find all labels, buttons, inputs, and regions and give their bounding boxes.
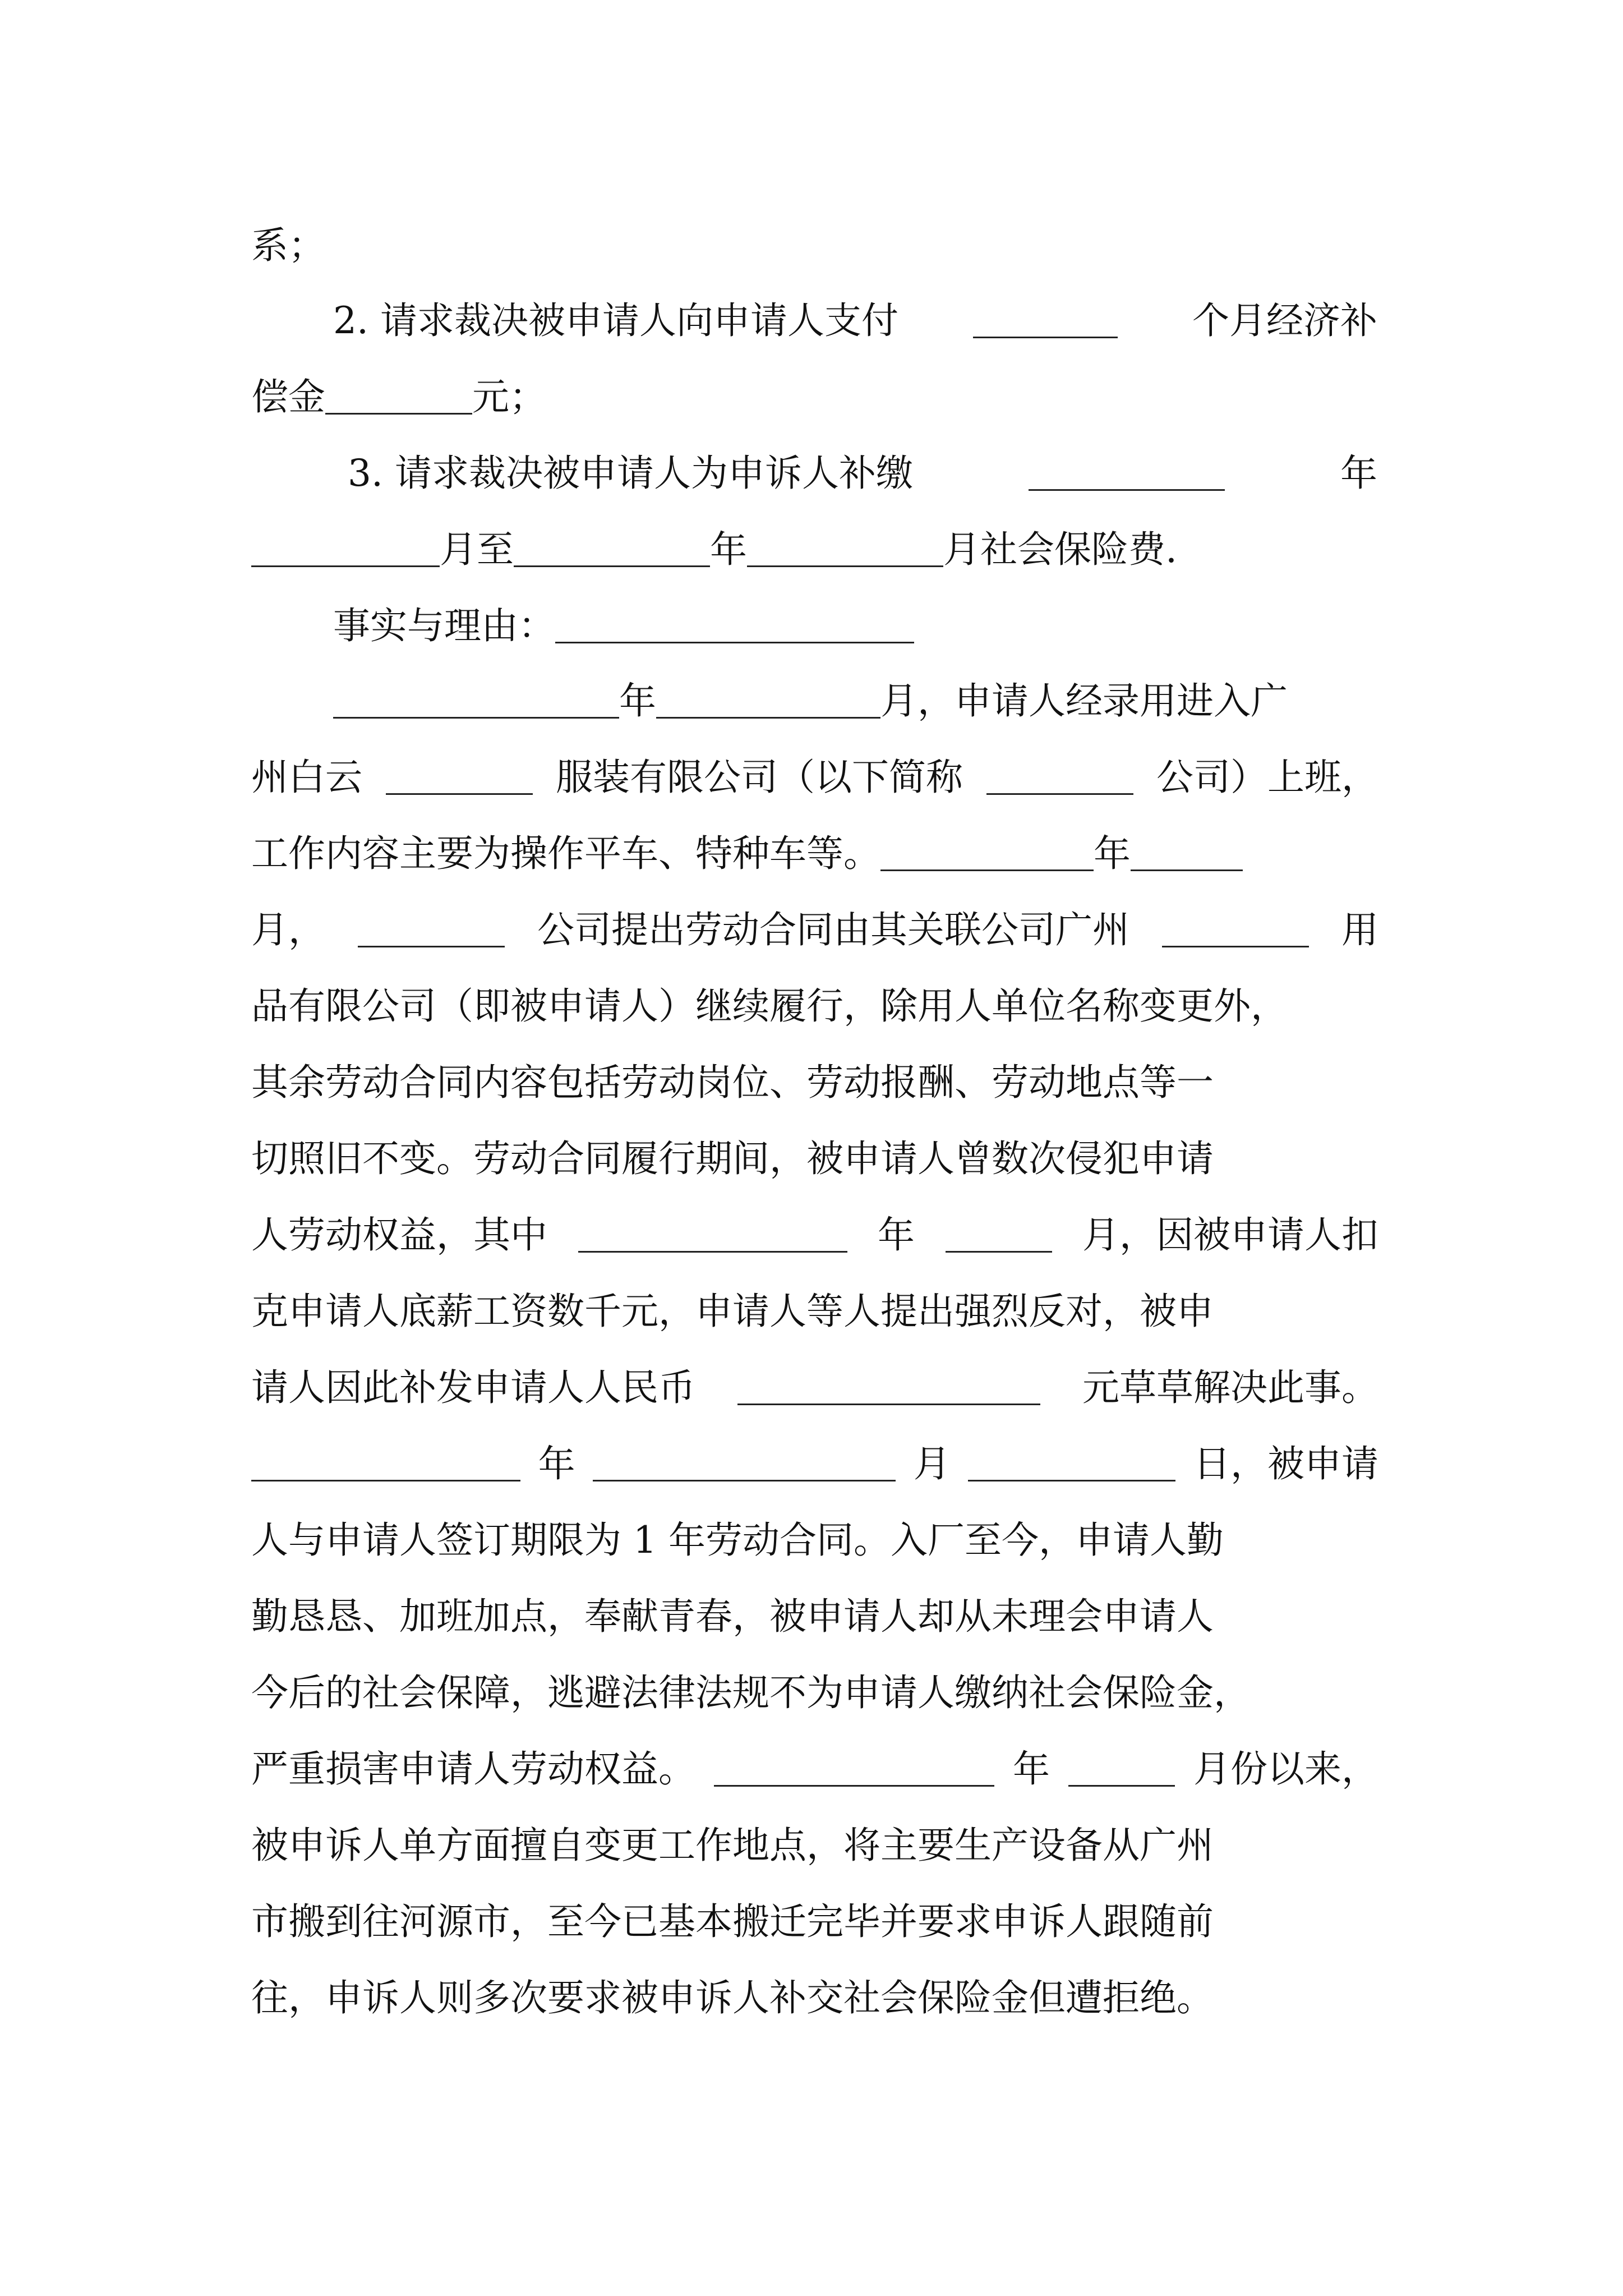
text-segment: 3. 请求裁决被申请人为申诉人补缴 (348, 452, 913, 495)
fill-in-blank (325, 381, 472, 415)
fill-in-blank (880, 838, 1094, 871)
text-segment: 年 (538, 1442, 575, 1485)
text-line (251, 364, 546, 431)
text-line (251, 1049, 1378, 1116)
text-line (251, 1278, 1378, 1345)
fill-in-blank (714, 1754, 994, 1787)
fill-in-blank (555, 610, 914, 643)
text-segment: 日，被申请 (1193, 1442, 1378, 1485)
text-segment: 系； (251, 224, 325, 267)
text-segment: 年 (1013, 1747, 1050, 1791)
text-line (348, 440, 1377, 507)
fill-in-blank (251, 1448, 520, 1481)
text-segment: 工作内容主要为操作平车、特种车等。 (251, 832, 880, 875)
fill-in-blank (1131, 838, 1243, 871)
text-segment: 严重损害申请人劳动权益。 (251, 1747, 695, 1791)
text-segment: 今后的社会保障，逃避法律法规不为申请人缴纳社会保险金， (251, 1671, 1251, 1714)
fill-in-blank (514, 534, 710, 567)
text-line (333, 592, 914, 660)
fill-in-blank (578, 1220, 847, 1253)
text-segment: 年 (1094, 832, 1131, 875)
text-segment: 品有限公司（即被申请人）继续履行，除用人单位名称变更外， (251, 984, 1288, 1028)
text-line (333, 287, 1377, 355)
text-segment: 月，申请人经录用进入广 (880, 679, 1288, 723)
fill-in-blank (386, 762, 533, 795)
fill-in-blank (946, 1220, 1052, 1253)
text-line (251, 1202, 1378, 1269)
text-line (333, 668, 1288, 735)
text-line (251, 1583, 1378, 1650)
text-segment: 服装有限公司（以下简称 (556, 756, 963, 799)
text-line (251, 973, 1378, 1040)
text-segment: 往，申诉人则多次要求被申诉人补交社会保险金但遭拒绝。 (251, 1976, 1214, 2019)
text-segment: 事实与理由： (333, 604, 555, 647)
text-line (251, 1354, 1378, 1421)
fill-in-blank (1162, 914, 1309, 947)
fill-in-blank (1068, 1754, 1175, 1787)
fill-in-blank (737, 1372, 1040, 1405)
text-segment: 公司）上班， (1156, 756, 1378, 799)
text-segment: 其余劳动合同内容包括劳动岗位、劳动报酬、劳动地点等一 (251, 1061, 1214, 1104)
text-line (251, 1430, 1378, 1498)
text-segment: 请人因此补发申请人人民币 (251, 1366, 695, 1409)
fill-in-blank (968, 1448, 1175, 1481)
text-line (251, 516, 1177, 583)
text-segment: 用 (1341, 908, 1378, 951)
fill-in-blank (986, 762, 1133, 795)
text-segment: 克申请人底薪工资数千元，申请人等人提出强烈反对，被申 (251, 1290, 1214, 1333)
fill-in-blank (747, 534, 943, 567)
text-segment: 月社会保险费. (943, 528, 1177, 571)
text-line (251, 1659, 1378, 1727)
text-segment: 年 (619, 679, 656, 723)
text-line (251, 896, 1378, 964)
text-line (251, 212, 325, 279)
text-segment: 勤恳恳、加班加点，奉献青春，被申请人却从未理会申请人 (251, 1595, 1214, 1638)
text-line (251, 820, 1243, 887)
text-segment: 月 (913, 1442, 951, 1485)
text-segment: 个月经济补 (1192, 299, 1377, 342)
text-line (251, 1736, 1378, 1803)
text-line (251, 1888, 1378, 1955)
fill-in-blank (593, 1448, 896, 1481)
fill-in-blank (656, 685, 880, 719)
text-line (251, 1812, 1378, 1879)
text-segment: 月，因被申请人扣 (1082, 1213, 1378, 1257)
fill-in-blank (1029, 458, 1225, 491)
text-segment: 元草草解决此事。 (1082, 1366, 1378, 1409)
text-segment: 偿金 (251, 375, 325, 418)
text-segment: 人劳动权益，其中 (251, 1213, 547, 1257)
text-segment: 月份以来， (1193, 1747, 1378, 1791)
text-line (251, 1507, 1378, 1574)
fill-in-blank (333, 685, 619, 719)
text-line (251, 1125, 1378, 1193)
text-segment: 人与申请人签订期限为 1 年劳动合同。入厂至今，申请人勤 (251, 1519, 1224, 1562)
text-line (251, 744, 1378, 811)
text-segment: 被申诉人单方面擅自变更工作地点，将主要生产设备从广州 (251, 1824, 1214, 1867)
fill-in-blank (251, 534, 440, 567)
fill-in-blank (358, 914, 505, 947)
text-segment: 州白云 (251, 756, 362, 799)
text-segment: 公司提出劳动合同由其关联公司广州 (537, 908, 1129, 951)
text-segment: 年 (878, 1213, 915, 1257)
text-segment: 月， (251, 908, 325, 951)
text-segment: 切照旧不变。劳动合同履行期间，被申请人曾数次侵犯申请 (251, 1137, 1214, 1180)
text-line (251, 1964, 1378, 2032)
text-segment: 2. 请求裁决被申请人向申请人支付 (333, 299, 898, 342)
fill-in-blank (973, 305, 1118, 338)
text-segment: 月至 (440, 528, 514, 571)
text-segment: 市搬到往河源市，至今已基本搬迁完毕并要求申诉人跟随前 (251, 1900, 1214, 1943)
text-segment: 年 (1340, 452, 1377, 495)
text-segment: 元； (472, 375, 546, 418)
text-segment: 年 (710, 528, 747, 571)
